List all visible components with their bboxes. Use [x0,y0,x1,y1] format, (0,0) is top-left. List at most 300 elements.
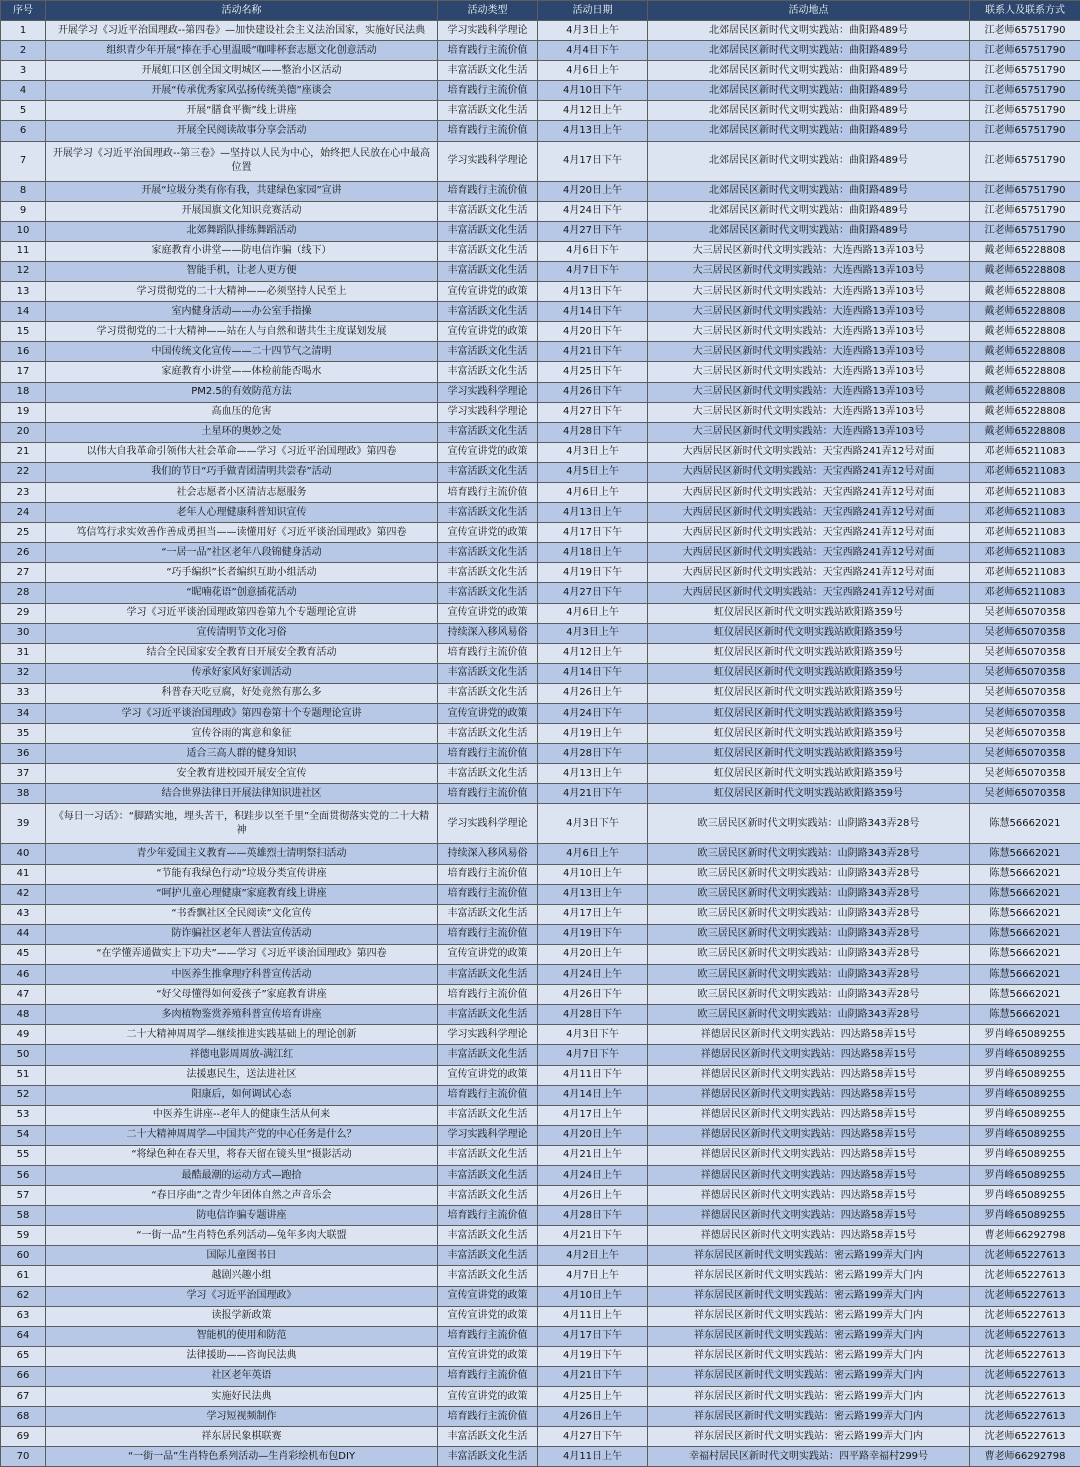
cell-contact: 吴老师65070358 [970,724,1080,744]
header-activity-name: 活动名称 [46,1,438,21]
cell-index: 36 [1,744,46,764]
cell-index: 56 [1,1165,46,1185]
cell-index: 32 [1,663,46,683]
cell-activity-date: 4月24日下午 [538,201,648,221]
cell-index: 27 [1,563,46,583]
cell-activity-type: 丰富活跃文化生活 [438,221,538,241]
cell-activity-location: 祥德居民区新时代文明实践站：四达路58弄15号 [648,1045,970,1065]
cell-contact: 吴老师65070358 [970,623,1080,643]
cell-contact: 江老师65751790 [970,101,1080,121]
cell-contact: 陈慧56662021 [970,804,1080,844]
cell-activity-location: 祥德居民区新时代文明实践站：四达路58弄15号 [648,1025,970,1045]
cell-index: 67 [1,1387,46,1407]
table-row [1,81,1080,101]
cell-activity-name: “巧手编织”长者编织互助小组活动 [46,563,438,583]
cell-activity-name: 室内健身活动——办公室手指操 [46,302,438,322]
cell-activity-location: 大西居民区新时代文明实践站：天宝西路241弄12号对面 [648,583,970,603]
cell-activity-name: 二十大精神周周学—继续推进实践基础上的理论创新 [46,1025,438,1045]
cell-activity-date: 4月19日上午 [538,724,648,744]
cell-activity-type: 培育践行主流价值 [438,744,538,764]
cell-activity-location: 祥德居民区新时代文明实践站：四达路58弄15号 [648,1226,970,1246]
cell-activity-date: 4月3日下午 [538,1025,648,1045]
cell-activity-date: 4月14日下午 [538,663,648,683]
cell-activity-location: 祥德居民区新时代文明实践站：四达路58弄15号 [648,1165,970,1185]
cell-activity-location: 北郊居民区新时代文明实践站：曲阳路489号 [648,121,970,141]
cell-activity-type: 丰富活跃文化生活 [438,1165,538,1185]
cell-contact: 罗肖峰65089255 [970,1065,1080,1085]
cell-activity-date: 4月3日下午 [538,804,648,844]
cell-activity-type: 丰富活跃文化生活 [438,503,538,523]
cell-activity-type: 丰富活跃文化生活 [438,1226,538,1246]
cell-activity-date: 4月24日上午 [538,965,648,985]
cell-activity-name: “一街一品”生肖特色系列活动—生肖彩绘机布包DIY [46,1447,438,1467]
cell-index: 4 [1,81,46,101]
cell-contact: 江老师65751790 [970,61,1080,81]
cell-activity-date: 4月6日上午 [538,603,648,623]
cell-index: 64 [1,1326,46,1346]
cell-activity-type: 培育践行主流价值 [438,482,538,502]
cell-activity-type: 丰富活跃文化生活 [438,563,538,583]
cell-index: 58 [1,1206,46,1226]
cell-activity-name: “昵喃花语”创意插花活动 [46,583,438,603]
table-row [1,884,1080,904]
cell-contact: 邓老师65211083 [970,563,1080,583]
cell-index: 11 [1,241,46,261]
cell-index: 46 [1,965,46,985]
cell-contact: 罗肖峰65089255 [970,1125,1080,1145]
cell-index: 38 [1,784,46,804]
cell-activity-date: 4月13日上午 [538,884,648,904]
cell-activity-name: 学习贯彻党的二十大精神——站在人与自然和谐共生主度谋划发展 [46,322,438,342]
cell-activity-name: 土星环的奥妙之处 [46,422,438,442]
cell-index: 33 [1,683,46,703]
cell-activity-type: 丰富活跃文化生活 [438,1266,538,1286]
table-row [1,764,1080,784]
cell-activity-name: “节能有我绿色行动”垃圾分类宣传讲座 [46,864,438,884]
cell-index: 12 [1,261,46,281]
table-row [1,1025,1080,1045]
cell-activity-date: 4月27日下午 [538,1427,648,1447]
cell-activity-date: 4月20日上午 [538,181,648,201]
cell-activity-date: 4月19日下午 [538,1346,648,1366]
cell-contact: 罗肖峰65089255 [970,1165,1080,1185]
cell-activity-type: 宣传宣讲党的政策 [438,1387,538,1407]
cell-index: 30 [1,623,46,643]
cell-activity-date: 4月18日上午 [538,543,648,563]
cell-activity-name: 读报学新政策 [46,1306,438,1326]
cell-activity-type: 培育践行主流价值 [438,985,538,1005]
cell-index: 55 [1,1145,46,1165]
cell-activity-location: 欧三居民区新时代文明实践站：山阴路343弄28号 [648,944,970,964]
cell-activity-location: 祥东居民区新时代文明实践站：密云路199弄大门内 [648,1387,970,1407]
cell-activity-location: 大西居民区新时代文明实践站：天宝西路241弄12号对面 [648,442,970,462]
cell-activity-type: 宣传宣讲党的政策 [438,442,538,462]
table-row [1,1346,1080,1366]
cell-activity-location: 祥东居民区新时代文明实践站：密云路199弄大门内 [648,1326,970,1346]
cell-activity-type: 培育践行主流价值 [438,41,538,61]
cell-index: 31 [1,643,46,663]
cell-index: 48 [1,1005,46,1025]
cell-activity-name: 高血压的危害 [46,402,438,422]
cell-index: 18 [1,382,46,402]
table-row [1,221,1080,241]
cell-activity-date: 4月28日下午 [538,1005,648,1025]
cell-index: 59 [1,1226,46,1246]
cell-activity-date: 4月27日下午 [538,583,648,603]
cell-contact: 陈慧56662021 [970,985,1080,1005]
cell-contact: 吴老师65070358 [970,603,1080,623]
table-row [1,1366,1080,1386]
cell-activity-type: 学习实践科学理论 [438,804,538,844]
cell-activity-type: 培育践行主流价值 [438,884,538,904]
table-row [1,1065,1080,1085]
cell-activity-name: 宣传清明节文化习俗 [46,623,438,643]
table-row [1,1105,1080,1125]
cell-activity-location: 欧三居民区新时代文明实践站：山阴路343弄28号 [648,884,970,904]
cell-activity-name: 社区老年英语 [46,1366,438,1386]
table-row [1,503,1080,523]
cell-activity-location: 祥东居民区新时代文明实践站：密云路199弄大门内 [648,1286,970,1306]
cell-activity-date: 4月26日上午 [538,1186,648,1206]
table-row [1,1165,1080,1185]
table-row [1,241,1080,261]
cell-contact: 沈老师65227613 [970,1326,1080,1346]
cell-contact: 沈老师65227613 [970,1306,1080,1326]
cell-activity-date: 4月10日上午 [538,1286,648,1306]
cell-contact: 陈慧56662021 [970,884,1080,904]
cell-activity-location: 大三居民区新时代文明实践站：大连西路13弄103号 [648,422,970,442]
cell-activity-date: 4月21日下午 [538,342,648,362]
cell-activity-type: 丰富活跃文化生活 [438,1447,538,1467]
table-row [1,1085,1080,1105]
cell-activity-date: 4月21日下午 [538,784,648,804]
header-index: 序号 [1,1,46,21]
cell-contact: 江老师65751790 [970,81,1080,101]
cell-activity-name: 老年人心理健康科普知识宣传 [46,503,438,523]
cell-contact: 邓老师65211083 [970,543,1080,563]
cell-contact: 戴老师65228808 [970,342,1080,362]
cell-activity-date: 4月20日上午 [538,944,648,964]
table-row [1,1407,1080,1427]
cell-contact: 沈老师65227613 [970,1286,1080,1306]
cell-contact: 陈慧56662021 [970,944,1080,964]
cell-activity-location: 大三居民区新时代文明实践站：大连西路13弄103号 [648,402,970,422]
cell-index: 43 [1,904,46,924]
cell-activity-location: 北郊居民区新时代文明实践站：曲阳路489号 [648,201,970,221]
cell-index: 29 [1,603,46,623]
cell-activity-date: 4月21日下午 [538,1366,648,1386]
cell-activity-name: 结合世界法律日开展法律知识进社区 [46,784,438,804]
cell-index: 42 [1,884,46,904]
cell-contact: 戴老师65228808 [970,261,1080,281]
cell-activity-location: 祥东居民区新时代文明实践站：密云路199弄大门内 [648,1366,970,1386]
cell-activity-name: 开展“传承优秀家风弘扬传统美德”座谈会 [46,81,438,101]
cell-activity-name: 法律援助——咨询民法典 [46,1346,438,1366]
cell-contact: 戴老师65228808 [970,422,1080,442]
cell-activity-location: 大西居民区新时代文明实践站：天宝西路241弄12号对面 [648,482,970,502]
table-row [1,141,1080,181]
table-row [1,1206,1080,1226]
cell-index: 25 [1,523,46,543]
cell-activity-location: 欧三居民区新时代文明实践站：山阴路343弄28号 [648,985,970,1005]
cell-activity-type: 宣传宣讲党的政策 [438,1065,538,1085]
cell-activity-date: 4月3日上午 [538,623,648,643]
cell-activity-type: 宣传宣讲党的政策 [438,1286,538,1306]
cell-activity-name: 学习《习近平治国理政》 [46,1286,438,1306]
table-row [1,422,1080,442]
cell-contact: 沈老师65227613 [970,1407,1080,1427]
cell-index: 63 [1,1306,46,1326]
cell-activity-name: “一街一品”生肖特色系列活动—兔年多肉大联盟 [46,1226,438,1246]
cell-activity-date: 4月17日上午 [538,904,648,924]
cell-activity-date: 4月11日上午 [538,1306,648,1326]
cell-contact: 江老师65751790 [970,21,1080,41]
cell-activity-type: 培育践行主流价值 [438,121,538,141]
cell-activity-name: “将绿色种在春天里，将春天留在镜头里“摄影活动 [46,1145,438,1165]
cell-index: 54 [1,1125,46,1145]
cell-activity-name: 学习贯彻党的二十大精神——必须坚持人民至上 [46,282,438,302]
cell-index: 52 [1,1085,46,1105]
cell-activity-name: 学习短视频制作 [46,1407,438,1427]
cell-activity-name: 最酷最潮的运动方式—跑拾 [46,1165,438,1185]
cell-activity-location: 虹仪居民区新时代文明实践站欧阳路359号 [648,724,970,744]
cell-activity-location: 虹仪居民区新时代文明实践站欧阳路359号 [648,704,970,724]
cell-activity-name: 防电信诈骗专题讲座 [46,1206,438,1226]
cell-activity-location: 大三居民区新时代文明实践站：大连西路13弄103号 [648,382,970,402]
cell-contact: 戴老师65228808 [970,382,1080,402]
cell-activity-type: 丰富活跃文化生活 [438,724,538,744]
cell-activity-type: 丰富活跃文化生活 [438,201,538,221]
cell-index: 23 [1,482,46,502]
cell-index: 41 [1,864,46,884]
cell-activity-date: 4月6日下午 [538,241,648,261]
cell-activity-date: 4月12日上午 [538,643,648,663]
cell-activity-location: 欧三居民区新时代文明实践站：山阴路343弄28号 [648,804,970,844]
table-row [1,1005,1080,1025]
cell-activity-type: 丰富活跃文化生活 [438,241,538,261]
cell-index: 34 [1,704,46,724]
cell-index: 9 [1,201,46,221]
cell-contact: 罗肖峰65089255 [970,1105,1080,1125]
cell-activity-name: 社会志愿者小区清洁志愿服务 [46,482,438,502]
cell-activity-type: 培育践行主流价值 [438,924,538,944]
table-row [1,924,1080,944]
cell-activity-name: 北郊舞蹈队排练舞蹈活动 [46,221,438,241]
cell-activity-date: 4月2日上午 [538,1246,648,1266]
table-row [1,462,1080,482]
cell-activity-type: 宣传宣讲党的政策 [438,603,538,623]
cell-activity-type: 宣传宣讲党的政策 [438,944,538,964]
table-row [1,864,1080,884]
cell-activity-type: 学习实践科学理论 [438,21,538,41]
cell-contact: 邓老师65211083 [970,583,1080,603]
cell-activity-name: 二十大精神周周学—中国共产党的中心任务是什么？ [46,1125,438,1145]
cell-activity-name: 祥东居民象棋联赛 [46,1427,438,1447]
cell-activity-date: 4月12日上午 [538,101,648,121]
cell-activity-name: 青少年爱国主义教育——英雄烈士清明祭扫活动 [46,844,438,864]
table-row [1,904,1080,924]
cell-activity-date: 4月28日下午 [538,422,648,442]
cell-activity-type: 培育践行主流价值 [438,1366,538,1386]
table-row [1,965,1080,985]
cell-activity-name: 智能手机，让老人更方便 [46,261,438,281]
cell-activity-name: 开展“垃圾分类有你有我，共建绿色家园”宣讲 [46,181,438,201]
cell-index: 20 [1,422,46,442]
cell-contact: 邓老师65211083 [970,442,1080,462]
cell-activity-name: 多肉植物鉴赏养殖科普宣传培育讲座 [46,1005,438,1025]
table-row [1,804,1080,844]
cell-activity-type: 丰富活跃文化生活 [438,101,538,121]
cell-index: 66 [1,1366,46,1386]
table-row [1,41,1080,61]
cell-activity-location: 大三居民区新时代文明实践站：大连西路13弄103号 [648,282,970,302]
cell-activity-type: 丰富活跃文化生活 [438,1045,538,1065]
table-row [1,282,1080,302]
cell-activity-name: 中国传统文化宣传——二十四节气之清明 [46,342,438,362]
cell-activity-type: 丰富活跃文化生活 [438,904,538,924]
table-row [1,683,1080,703]
cell-contact: 沈老师65227613 [970,1427,1080,1447]
cell-activity-date: 4月20日上午 [538,1125,648,1145]
cell-contact: 沈老师65227613 [970,1346,1080,1366]
cell-contact: 江老师65751790 [970,121,1080,141]
cell-activity-location: 北郊居民区新时代文明实践站：曲阳路489号 [648,141,970,181]
cell-index: 2 [1,41,46,61]
cell-activity-location: 幸福村居民区新时代文明实践站：四平路幸福村299号 [648,1447,970,1467]
cell-activity-location: 大西居民区新时代文明实践站：天宝西路241弄12号对面 [648,563,970,583]
cell-index: 60 [1,1246,46,1266]
cell-index: 13 [1,282,46,302]
cell-contact: 吴老师65070358 [970,784,1080,804]
cell-contact: 吴老师65070358 [970,744,1080,764]
table-row [1,744,1080,764]
cell-activity-location: 祥德居民区新时代文明实践站：四达路58弄15号 [648,1206,970,1226]
cell-activity-type: 宣传宣讲党的政策 [438,1306,538,1326]
table-row [1,261,1080,281]
cell-activity-location: 祥德居民区新时代文明实践站：四达路58弄15号 [648,1186,970,1206]
cell-index: 5 [1,101,46,121]
cell-activity-location: 北郊居民区新时代文明实践站：曲阳路489号 [648,181,970,201]
cell-index: 6 [1,121,46,141]
cell-activity-type: 丰富活跃文化生活 [438,1005,538,1025]
cell-contact: 江老师65751790 [970,41,1080,61]
table-row [1,1186,1080,1206]
cell-contact: 罗肖峰65089255 [970,1085,1080,1105]
cell-index: 53 [1,1105,46,1125]
cell-activity-type: 丰富活跃文化生活 [438,1186,538,1206]
table-row [1,543,1080,563]
cell-index: 40 [1,844,46,864]
cell-activity-location: 虹仪居民区新时代文明实践站欧阳路359号 [648,784,970,804]
cell-activity-name: 智能机的使用和防范 [46,1326,438,1346]
table-row [1,1045,1080,1065]
cell-activity-date: 4月13日下午 [538,282,648,302]
cell-activity-name: 学习《习近平谈治国理政》第四卷第十个专题理论宣讲 [46,704,438,724]
table-row [1,1286,1080,1306]
cell-activity-name: 家庭教育小讲堂——体检前能否喝水 [46,362,438,382]
cell-index: 65 [1,1346,46,1366]
cell-activity-location: 欧三居民区新时代文明实践站：山阴路343弄28号 [648,1005,970,1025]
cell-activity-type: 丰富活跃文化生活 [438,965,538,985]
cell-activity-location: 北郊居民区新时代文明实践站：曲阳路489号 [648,61,970,81]
cell-activity-name: 开展学习《习近平治国理政--第三卷》—坚持以人民为中心，始终把人民放在心中最高位置 [46,141,438,181]
cell-contact: 吴老师65070358 [970,643,1080,663]
table-row [1,1306,1080,1326]
cell-index: 69 [1,1427,46,1447]
cell-activity-type: 宣传宣讲党的政策 [438,704,538,724]
cell-contact: 陈慧56662021 [970,924,1080,944]
cell-contact: 罗肖峰65089255 [970,1025,1080,1045]
cell-index: 39 [1,804,46,844]
cell-activity-date: 4月7日上午 [538,1266,648,1286]
cell-activity-location: 欧三居民区新时代文明实践站：山阴路343弄28号 [648,924,970,944]
cell-activity-name: 开展学习《习近平治国理政--第四卷》—加快建设社会主义法治国家，实施好民法典 [46,21,438,41]
cell-contact: 江老师65751790 [970,141,1080,181]
cell-activity-date: 4月24日上午 [538,1165,648,1185]
cell-index: 28 [1,583,46,603]
table-row [1,724,1080,744]
table-row [1,382,1080,402]
table-row [1,1447,1080,1467]
cell-activity-location: 祥东居民区新时代文明实践站：密云路199弄大门内 [648,1246,970,1266]
cell-activity-type: 培育践行主流价值 [438,81,538,101]
table-row [1,101,1080,121]
cell-contact: 陈慧56662021 [970,1005,1080,1025]
cell-contact: 江老师65751790 [970,221,1080,241]
cell-contact: 陈慧56662021 [970,864,1080,884]
cell-activity-name: 我们的节日“巧手做青团清明共尝春”活动 [46,462,438,482]
cell-contact: 邓老师65211083 [970,462,1080,482]
table-header [1,1,1080,21]
cell-activity-date: 4月27日下午 [538,402,648,422]
cell-index: 1 [1,21,46,41]
cell-activity-name: 越剧兴趣小组 [46,1266,438,1286]
cell-activity-type: 宣传宣讲党的政策 [438,1346,538,1366]
cell-activity-type: 培育践行主流价值 [438,864,538,884]
cell-contact: 江老师65751790 [970,201,1080,221]
cell-activity-name: 开展虹口区创全国文明城区——整治小区活动 [46,61,438,81]
cell-index: 22 [1,462,46,482]
table-row [1,844,1080,864]
cell-activity-date: 4月17日下午 [538,1326,648,1346]
header-activity-location: 活动地点 [648,1,970,21]
cell-activity-type: 学习实践科学理论 [438,1025,538,1045]
cell-activity-location: 祥德居民区新时代文明实践站：四达路58弄15号 [648,1085,970,1105]
cell-activity-name: 适合三高人群的健身知识 [46,744,438,764]
cell-activity-location: 大三居民区新时代文明实践站：大连西路13弄103号 [648,322,970,342]
cell-contact: 陈慧56662021 [970,965,1080,985]
cell-contact: 戴老师65228808 [970,282,1080,302]
table-row [1,623,1080,643]
table-row [1,1266,1080,1286]
cell-activity-date: 4月10日上午 [538,864,648,884]
cell-activity-date: 4月25日上午 [538,1387,648,1407]
cell-activity-type: 宣传宣讲党的政策 [438,322,538,342]
cell-activity-type: 培育践行主流价值 [438,1326,538,1346]
cell-activity-location: 大三居民区新时代文明实践站：大连西路13弄103号 [648,362,970,382]
cell-activity-name: 学习《习近平谈治国理政第四卷第九个专题理论宣讲 [46,603,438,623]
cell-activity-type: 丰富活跃文化生活 [438,362,538,382]
table-body [1,21,1080,1467]
cell-index: 26 [1,543,46,563]
cell-activity-name: 阳康后，如何调试心态 [46,1085,438,1105]
cell-activity-name: 科普春天吃豆腐，好处竟然有那么多 [46,683,438,703]
cell-index: 14 [1,302,46,322]
table-row [1,1427,1080,1447]
cell-activity-name: 组织青少年开展“捧在手心里温暖”咖啡杯套志愿文化创意活动 [46,41,438,61]
cell-index: 15 [1,322,46,342]
cell-contact: 陈慧56662021 [970,904,1080,924]
